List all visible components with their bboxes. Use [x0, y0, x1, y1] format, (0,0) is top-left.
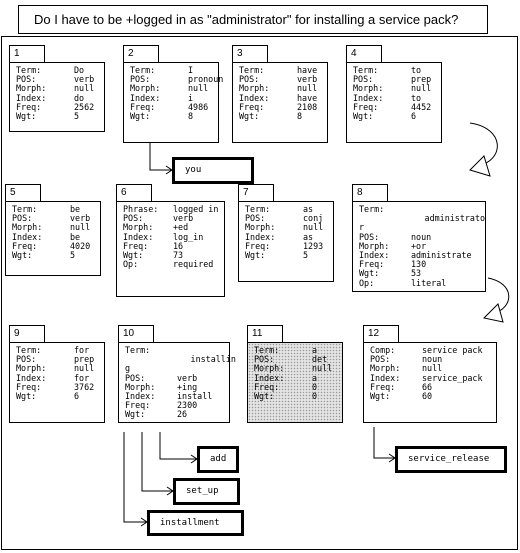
connector-10-installment [124, 432, 147, 522]
synonym-set-up: set_up [173, 478, 240, 505]
token-card-5: Term: be POS: verb Morph: null Index: be Freq: 4020 Wgt: 5 [5, 201, 101, 276]
token-card-7: Term: as POS: conj Morph: null Index: as Freq: 1293 Wgt: 5 [238, 201, 334, 282]
card-number: 9 [9, 325, 45, 342]
card-number: 3 [232, 45, 268, 62]
card-number: 2 [123, 45, 159, 62]
query-box: Do I have to be +logged in as "administrator" for installing a service pack? [18, 5, 488, 34]
token-card-11: Term: a POS: det Morph: null Index: a Freq: 0 Wgt: 0 [247, 342, 343, 423]
token-card-8: Term: administrato r POS: noun Morph: +or Index: administrate Freq: 130 Wgt: 53 Op: literal [352, 201, 486, 292]
card-number: 8 [352, 184, 388, 201]
card-number: 1 [9, 45, 45, 62]
token-card-9: Term: for POS: prep Morph: null Index: for Freq: 3762 Wgt: 6 [9, 342, 105, 423]
card-number: 11 [247, 325, 283, 342]
card-number: 4 [346, 45, 382, 62]
card-number: 10 [118, 325, 154, 342]
card-number: 6 [116, 184, 152, 201]
synonym-you: you [172, 157, 254, 184]
card-number: 12 [363, 325, 399, 342]
continuation-arrow-row1 [470, 123, 497, 176]
connector-10-setup [142, 432, 173, 491]
synonym-service-release: service_release [395, 446, 507, 473]
synonym-installment: installment [147, 510, 244, 536]
synonym-add: add [197, 446, 239, 473]
continuation-arrow-row2 [484, 278, 509, 322]
connector-2-you [150, 143, 172, 170]
token-card-2: Term: I POS: pronoun Morph: null Index: i Freq: 4986 Wgt: 8 [123, 62, 219, 143]
token-card-10: Term: installin g POS: verb Morph: +ing Index: install Freq: 2300 Wgt: 26 [118, 342, 230, 423]
token-card-1: Term: Do POS: verb Morph: null Index: do Freq: 2562 Wgt: 5 [9, 62, 105, 132]
connector-12-service-release [374, 427, 395, 458]
card-number: 7 [238, 184, 274, 201]
card-number: 5 [5, 184, 41, 201]
token-card-6: Phrase: logged in POS: verb Morph: +ed Index: log_in Freq: 16 Wgt: 73 Op: required [116, 201, 225, 297]
token-card-12: Comp: service pack POS: noun Morph: null Index: service_pack Freq: 66 Wgt: 60 [363, 342, 497, 423]
token-card-3: Term: have POS: verb Morph: null Index: have Freq: 2108 Wgt: 8 [232, 62, 328, 143]
token-card-4: Term: to POS: prep Morph: null Index: to Freq: 4452 Wgt: 6 [346, 62, 442, 143]
